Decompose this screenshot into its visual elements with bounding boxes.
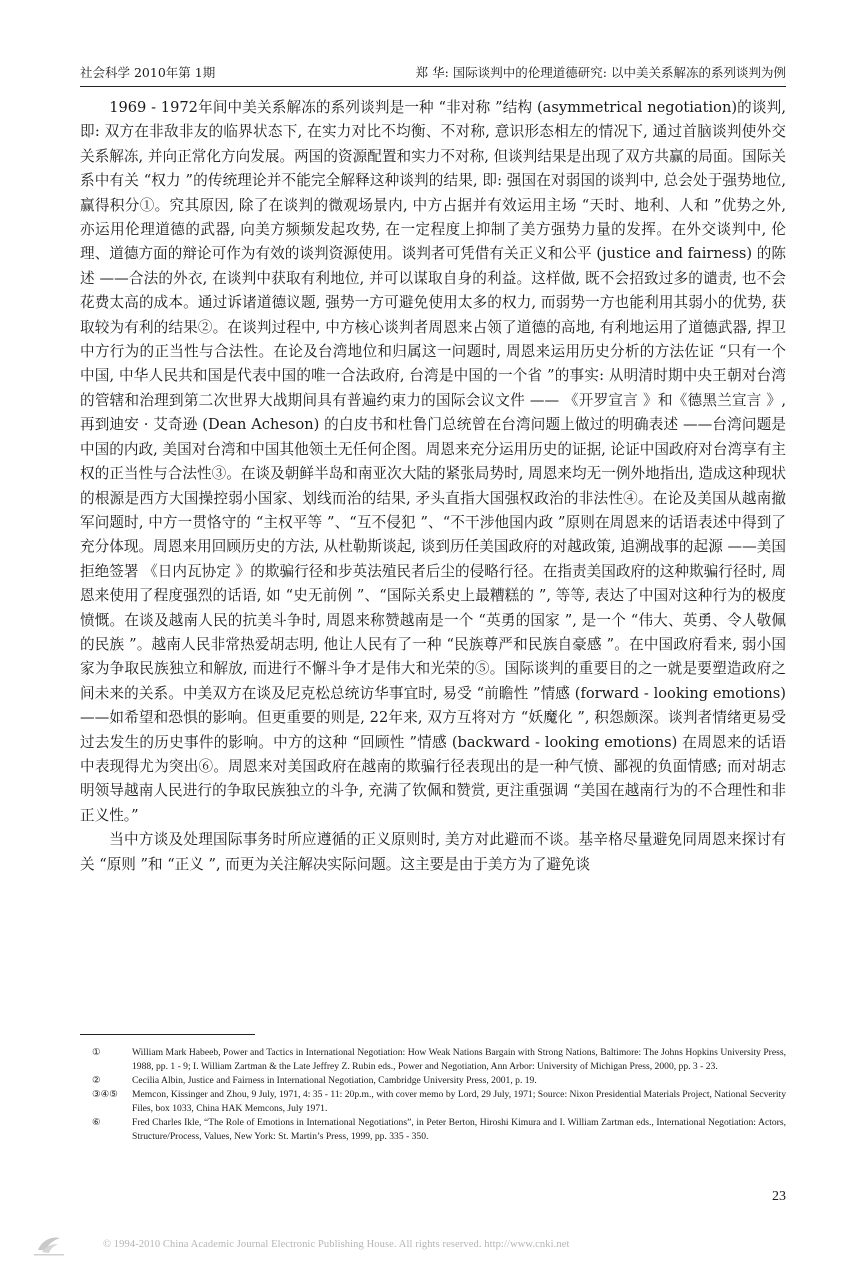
footnote-mark: ① (92, 1047, 101, 1058)
paragraph: 当中方谈及处理国际事务时所应遵循的正义原则时, 美方对此避而不谈。基辛格尽量避免同周恩来探讨有关 “原则 ”和 “正义 ”, 而更为关注解决实际问题。这主要是由于美方为了避免谈 (80, 831, 786, 873)
footnote-text: William Mark Habeeb, Power and Tactics in International Negotiation: How Weak Nations Bargain with Strong Nations, Baltimore: The Johns Hopkins University Press, 1988, pp. 1 - 9; I. William Zartman & the Late Jeffrey Z. Rubin eds., Power and Negotiation, Ann Arbor: University of Michigan Press, 2000, pp. 3 - 23. (132, 1047, 786, 1072)
running-header (80, 62, 786, 84)
paragraph: 1969 - 1972年间中美关系解冻的系列谈判是一种 “非对称 ”结构 (asymmetrical negotiation)的谈判, 即: 双方在非敌非友的临界状态下, 在实力对比不均衡、不对称, 意识形态相左的情况下, 通过首脑谈判使外交关系解冻, 并向正常化方向发展。两国的资源配置和实力不对称, 但谈判结果是出现了双方共赢的局面。国际关系中有关 “权力 ”的传统理论并不能完全解释这种谈判的结果, 即: 强国在对弱国的谈判中, 总会处于强势地位, 赢得积分①。究其原因, 除了在谈判的微观场景内, 中方占据并有效运用主场 “天时、地利、人和 ”优势之外, 亦运用伦理道德的武器, 向美方频频发起攻势, 在一定程度上抑制了美方强势力量的发挥。在外交谈判中, 伦理、道德方面的辩论可作为有效的谈判资源使用。谈判者可凭借有关正义和公平 (justice and fairness) 的陈述 ——合法的外衣, 在谈判中获取有利地位, 并可以谋取自身的利益。这样做, 既不会招致过多的谴责, 也不会花费太高的成本。通过诉诸道德议题, 强势一方可避免使用太多的权力, 而弱势一方也能利用其弱小的优势, 获取较为有利的结果②。在谈判过程中, 中方核心谈判者周恩来占领了道德的高地, 有利地运用了道德武器, 捍卫中方行为的正当性与合法性。在论及台湾地位和归属这一问题时, 周恩来运用历史分析的方法佐证 “只有一个中国, 中华人民共和国是代表中国的唯一合法政府, 台湾是中国的一个省 ”的事实: 从明清时期中央王朝对台湾的管辖和治理到第二次世界大战期间具有普遍约束力的国际会议文件 —— 《开罗宣言 》和《德黑兰宣言 》, 再到迪安 · 艾奇逊 (Dean Acheson) 的白皮书和杜鲁门总统曾在台湾问题上做过的明确表述 ——台湾问题是中国的内政, 美国对台湾和中国其他领土无任何企图。周恩来充分运用历史的证据, 论证中国政府对台湾享有主权的正当性与合法性③。在谈及朝鲜半岛和南亚次大陆的紧张局势时, 周恩来均无一例外地指出, 造成这种现状的根源是西方大国操控弱小国家、划线而治的结果, 矛头直指大国强权政治的非法性④。在论及美国从越南撤军问题时, 中方一贯恪守的 “主权平等 ”、“互不侵犯 ”、“不干涉他国内政 ”原则在周恩来的话语表述中得到了充分体现。周恩来用回顾历史的方法, 从杜勒斯谈起, 谈到历任美国政府的对越政策, 追溯战事的起源 ——美国拒绝签署 《日内瓦协定 》的欺骗行径和步英法殖民者后尘的侵略行径。在指责美国政府的这种欺骗行径时, 周恩来使用了程度强烈的话语, 如 “史无前例 ”、“国际关系史上最糟糕的 ”, 等等, 表达了中国对这种行为的极度愤慨。在谈及越南人民的抗美斗争时, 周恩来称赞越南是一个 “英勇的国家 ”, 是一个 “伟大、英勇、令人敬佩的民族 ”。越南人民非常热爱胡志明, 他让人民有了一种 “民族尊严和民族自豪感 ”。在中国政府看来, 弱小国家为争取民族独立和解放, 而进行不懈斗争才是伟大和光荣的⑤。国际谈判的重要目的之一就是要塑造政府之间未来的关系。中美双方在谈及尼克松总统访华事宜时, 易受 “前瞻性 ”情感 (forward - looking emotions) ——如希望和恐惧的影响。但更重要的则是, 22年来, 双方互将对方 “妖魔化 ”, 积怨颇深。谈判者情绪更易受过去发生的历史事件的影响。中方的这种 “回顾性 ”情感 (backward - looking emotions) 在周恩来的话语中表现得尤为突出⑥。周恩来对美国政府在越南的欺骗行径表现出的是一种气愤、鄙视的负面情感; 而对胡志明领导越南人民进行的争取民族独立的斗争, 充满了钦佩和赞赏, 更注重强调 “美国在越南行为的不合理性和非正义性。” (80, 99, 786, 824)
footnote-mark: ② (92, 1075, 101, 1086)
footnote-text: Memcon, Kissinger and Zhou, 9 July, 1971, 4: 35 - 11: 20p.m., with cover memo by Lord, 29 July, 1971; Source: Nixon Presidential Materials Project, National Secverity Files, box 1033, China HAK Memcons, July 1971. (132, 1089, 786, 1114)
journal-name: 社会科学 2010年第 1期 (80, 65, 216, 80)
header-rule (80, 86, 786, 87)
footnote-mark: ⑥ (92, 1117, 101, 1128)
footnote-text: Cecilia Albin, Justice and Fairness in International Negotiation, Cambridge University Press, 2001, p. 19. (132, 1075, 537, 1086)
footnotes (86, 1046, 786, 1144)
footnote (86, 1116, 786, 1144)
article-body (80, 96, 786, 877)
footnote-mark: ③④⑤ (92, 1089, 118, 1100)
footnote (86, 1046, 786, 1074)
footnote-rule (80, 1034, 255, 1035)
copyright-notice: © 1994-2010 China Academic Journal Electronic Publishing House. All rights reserved. http://www.cnki.net (103, 1239, 570, 1250)
page-footer (0, 1232, 865, 1262)
cnki-logo-icon (30, 1232, 68, 1258)
article-title: 郑 华: 国际谈判中的伦理道德研究: 以中美关系解冻的系列谈判为例 (415, 65, 786, 80)
footnote (86, 1074, 786, 1088)
footnote (86, 1088, 786, 1116)
footnote-text: Fred Charles Ikle, “The Role of Emotions in International Negotiations”, in Peter Berton, Hiroshi Kimura and I. William Zartman eds., International Negotiation: Actors, Structure/Process, Values, New York: St. Martin’s Press, 1999, pp. 335 - 350. (132, 1117, 786, 1142)
page-number: 23 (772, 1189, 786, 1204)
